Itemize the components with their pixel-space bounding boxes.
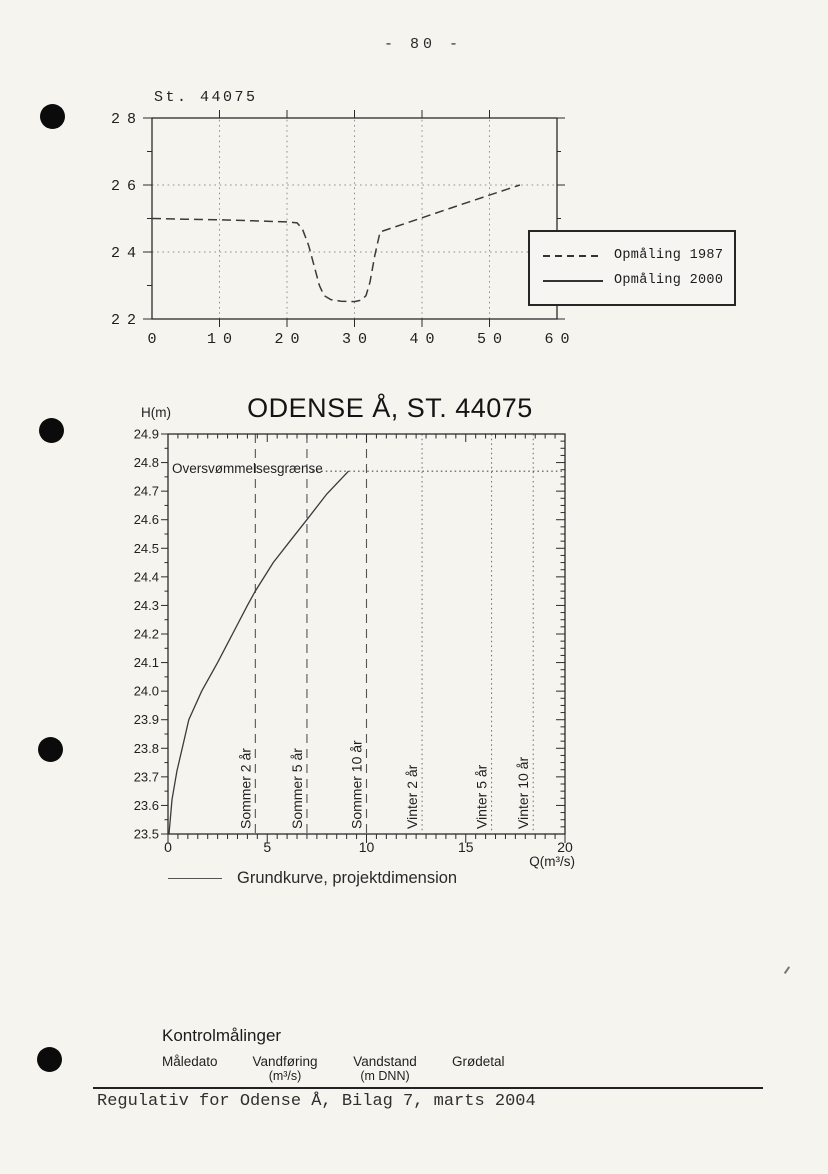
column-title: Måledato [162,1054,218,1069]
legend-row-1987 [543,248,734,263]
hole-punch-mark [38,737,63,762]
flood-limit-label: Oversvømmelsesgrænse [172,461,323,476]
hole-punch-mark [37,1047,62,1072]
chart1-plot [90,80,800,360]
y-tick-label: 24.7 [133,483,159,499]
y-tick-label: 24.2 [133,626,159,642]
y-tick-label: 22 [110,312,143,329]
y-tick-label: 23.6 [133,797,159,813]
legend-label-2000: Opmåling 2000 [614,273,724,288]
x-tick-label: 50 [476,331,510,348]
legend-row-2000 [543,273,734,288]
y-tick-label: 24.5 [133,540,159,556]
column-header-maaledato [162,1055,218,1069]
column-unit: (m DNN) [360,1069,410,1083]
footer-text: Regulativ for Odense Å, Bilag 7, marts 2004 [97,1092,536,1111]
column-title: Vandstand [353,1054,417,1069]
ref-line-label: Vinter 10 år [515,756,532,829]
plot-border [152,118,557,319]
series-grundkurve [169,471,349,834]
y-tick-label: 23.7 [133,769,159,785]
y-tick-label: 23.5 [133,826,159,842]
y-tick-label: 24.3 [133,597,159,613]
y-tick-label: 28 [110,111,143,128]
x-tick-label: 20 [274,331,307,348]
kontrol-heading: Kontrolmålinger [162,1026,282,1045]
chart1-title: St. 44075 [154,89,258,106]
y-tick-label: 24.4 [133,569,159,585]
column-header-vandstand [340,1055,430,1083]
x-tick-label: 40 [409,331,442,348]
chart2-y-axis-label: H(m) [141,405,171,420]
legend-label-1987: Opmåling 1987 [614,248,724,263]
column-unit: (m³/s) [268,1069,302,1083]
y-tick-label: 24.9 [133,426,159,442]
ref-line-label: Sommer 2 år [237,748,254,829]
y-tick-label: 23.9 [133,712,159,728]
ref-line-label: Vinter 2 år [404,764,421,829]
column-header-groedetal [452,1055,505,1069]
y-tick-label: 24.0 [133,683,159,699]
column-title: Grødetal [452,1054,505,1069]
ref-line-label: Vinter 5 år [473,764,490,829]
x-tick-label: 15 [457,839,474,855]
scan-speck [784,966,790,973]
footer-rule [93,1087,763,1089]
legend-dashed-line-sample [543,255,603,257]
hole-punch-mark [40,104,65,129]
chart2-title: ODENSE Å, ST. 44075 [247,393,533,423]
hole-punch-mark [39,418,64,443]
x-tick-label: 20 [557,839,573,855]
legend-label-grundkurve: Grundkurve, projektdimension [237,869,458,887]
series-dashed [152,185,520,302]
chart2-legend [168,869,457,888]
chart2-x-axis-label: Q(m³/s) [529,854,575,869]
y-tick-label: 24.8 [133,455,159,471]
page-number: - 80 - [384,36,463,53]
legend-line-sample [168,878,222,880]
x-tick-label: 5 [263,839,272,855]
column-title: Vandføring [252,1054,318,1069]
legend-solid-line-sample [543,280,603,282]
x-tick-label: 0 [164,839,172,855]
y-tick-label: 23.8 [133,740,159,756]
x-tick-label: 0 [147,331,164,348]
x-tick-label: 10 [358,839,375,855]
x-tick-label: 60 [544,331,577,348]
chart1-legend [528,230,736,306]
x-tick-label: 10 [206,331,240,348]
y-tick-label: 24.6 [133,512,159,528]
y-tick-label: 26 [110,178,143,195]
y-tick-label: 24 [110,245,143,262]
chart2-plot [120,425,700,895]
y-tick-label: 24.1 [133,655,159,671]
x-tick-label: 30 [341,331,375,348]
column-header-vandfoering [240,1055,330,1083]
ref-line-label: Sommer 5 år [288,748,305,829]
ref-line-label: Sommer 10 år [348,740,365,829]
